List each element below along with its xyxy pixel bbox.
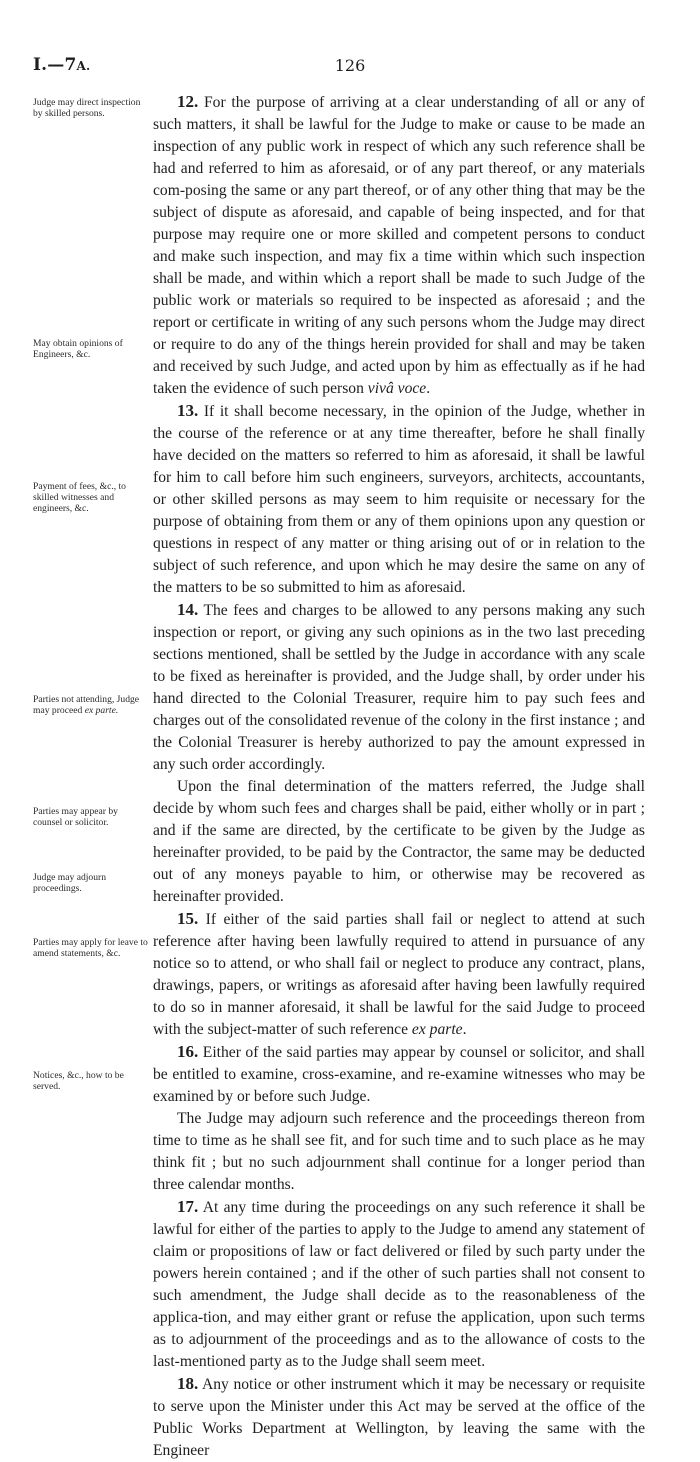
section-text: The fees and charges to be allowed to any persons making any such inspection or report, or giving any such opinions as in the two last preceding sections mentioned, shall be settled by the Judge in accordance with any scale to be fixed as hereinafter is provided, and the Judge shall, by order under his hand directed to the Colonial Treasurer, require him to pay such fees and charges out of the consolidated revenue of the colony in the first instance ; and the Colonial Treasurer is hereby authorized to pay the amount expressed in any such order accordingly. bbox=[153, 602, 645, 773]
sidenote-amend-statements: Parties may apply for leave to amend statements, &c. bbox=[33, 937, 148, 959]
sidenote-judge-inspection: Judge may direct inspection by skilled persons. bbox=[33, 97, 141, 119]
section-number: 17. bbox=[177, 1197, 199, 1216]
section-14 bbox=[153, 599, 645, 776]
section-italic: vivâ voce bbox=[367, 380, 427, 397]
reference-code-suffix: A. bbox=[76, 59, 91, 73]
section-number: 18. bbox=[177, 1374, 199, 1393]
section-16 bbox=[153, 1041, 645, 1108]
section-18 bbox=[153, 1373, 645, 1462]
section-tail: . bbox=[462, 1021, 467, 1038]
sidenote-counsel-solicitor: Parties may appear by counsel or solicitor. bbox=[33, 806, 118, 828]
section-text: For the purpose of arriving at a clear understanding of all or any of such matters, it shall be lawful for the Judge to make or cause to be made an inspection of any public work in respect of which any such reference shall be had and referred to him as aforesaid, or of any part thereof, or any materials com-posing the same or any part thereof, or of any other thing that may be the subject of dispute as aforesaid, and capable of being inspected, and for that purpose may require one or more skilled and competent persons to conduct and make such inspection, and may fix a time within which such inspection shall be made, and within which a report shall be made to such Judge of the public work or materials so required to be inspected as aforesaid ; and the report or certificate in writing of any such persons whom the Judge may direct or require to do any of the things herein provided for shall and may be taken and received by such Judge, and acted upon by him as effectually as if he had taken the evidence of such person bbox=[153, 94, 645, 397]
sidenote-notices-served: Notices, &c., how to be served. bbox=[33, 1070, 124, 1092]
section-number: 12. bbox=[177, 92, 199, 111]
section-text: If it shall become necessary, in the opinion of the Judge, whether in the course of the reference or at any time thereafter, before he shall finally have decided on the matters so referred to him as aforesaid, it shall be lawful for him to call before him such engineers, surveyors, architects, accountants, or other skilled persons as may seem to him requisite or necessary for the purpose of obtaining from them or any of them opinions upon any question or questions in respect of any matter or thing arising out of or in relation to the subject of such reference, and upon which he may desire the same on any of the matters to be so submitted to him as aforesaid. bbox=[153, 403, 646, 596]
section-16-continued bbox=[153, 1108, 645, 1196]
section-text: At any time during the proceedings on any such reference it shall be lawful for either of the parties to apply to the Judge to amend any statement of claim or propositions of law or fact delivered or filed by such party under the powers herein contained ; and if the other of such parties shall not consent to such amendment, the Judge shall decide as to the reasonableness of the applica-tion, and may either grant or refuse the application, upon such terms as to adjournment of the proceedings and as to the allowance of costs to the last-mentioned party as to the Judge shall seem meet. bbox=[153, 1199, 645, 1370]
section-14-continued bbox=[153, 776, 645, 908]
sidenote-italic: ex parte. bbox=[84, 705, 119, 716]
section-text: If either of the said parties shall fail or neglect to attend at such reference after having been lawfully required to attend in pursuance of any notice so to attend, or who shall fail or neglect to produce any contract, plans, drawings, papers, or writings as aforesaid after having been lawfully required to do so in manner aforesaid, it shall be lawful for the said Judge to proceed with the subject-matter of such reference bbox=[153, 911, 645, 1038]
section-number: 13. bbox=[177, 401, 199, 420]
section-text: The Judge may adjourn such reference and the proceedings thereon from time to time as he shall see fit, and for such time and to such place as he may think fit ; but no such adjournment shall continue for a longer period than three calendar months. bbox=[153, 1110, 645, 1193]
section-17 bbox=[153, 1196, 645, 1373]
section-number: 15. bbox=[177, 909, 199, 928]
reference-code-main: I.—7 bbox=[33, 55, 77, 75]
section-text: Any notice or other instrument which it may be necessary or requisite to serve upon the Minister under this Act may be served at the office of the Public Works Department at Wellington, by leaving the same with the Engineer bbox=[153, 1376, 645, 1459]
section-12 bbox=[153, 91, 645, 400]
section-italic: ex parte bbox=[411, 1021, 463, 1038]
section-text: Upon the final determination of the matters referred, the Judge shall decide by whom such fees and charges shall be paid, either wholly or in part ; and if the same are directed, by the certificate to be given by the Judge as hereinafter provided, to be paid by the Contractor, the same may be deducted out of any moneys payable to him, or otherwise may be recovered as hereinafter provided. bbox=[153, 778, 645, 905]
section-tail: . bbox=[426, 380, 431, 397]
section-13 bbox=[153, 400, 645, 599]
page-number: 126 bbox=[334, 56, 366, 75]
sidenote-adjourn-proceedings: Judge may adjourn proceedings. bbox=[33, 872, 107, 894]
document-body bbox=[153, 91, 645, 1462]
sidenote-payment-fees: Payment of fees, &c., to skilled witnesses and engineers, &c. bbox=[33, 481, 126, 514]
section-number: 14. bbox=[177, 600, 199, 619]
sidenote-parties-not-attending bbox=[33, 694, 149, 716]
section-15 bbox=[153, 908, 645, 1041]
section-number: 16. bbox=[177, 1042, 199, 1061]
sidenote-opinions-engineers: May obtain opinions of Engineers, &c. bbox=[33, 338, 123, 360]
sidenote-text: Parties not attending, Judge may proceed bbox=[33, 694, 140, 716]
section-text: Either of the said parties may appear by counsel or solicitor, and shall be entitled to examine, cross-examine, and re-examine witnesses who may be examined by or before such Judge. bbox=[153, 1044, 645, 1105]
